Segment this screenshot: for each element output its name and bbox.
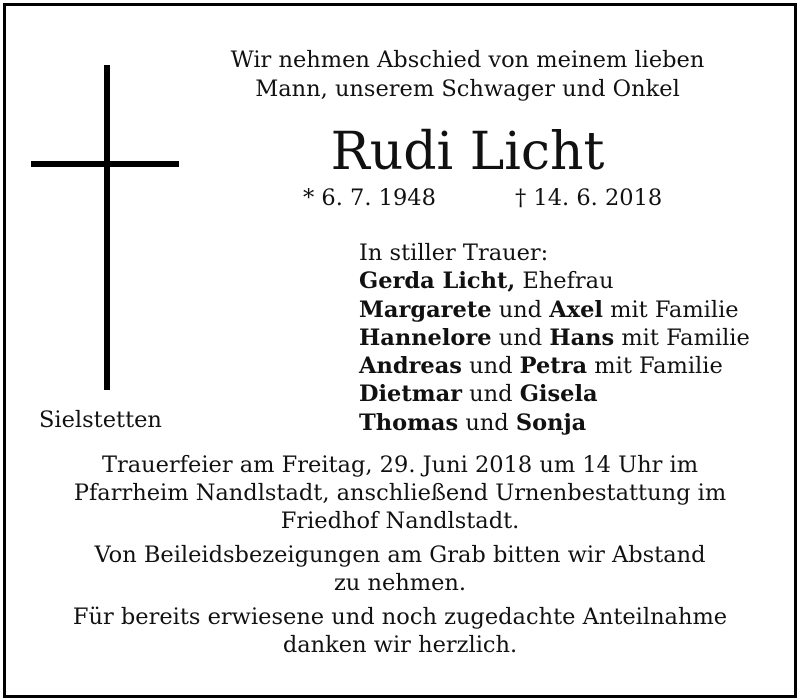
mourner-name: Hannelore xyxy=(359,324,492,351)
mourner-conjunction: und xyxy=(465,409,509,436)
thanks-line: Für bereits erwiesene und noch zugedachte Anteilnahme xyxy=(72,604,728,630)
intro-text xyxy=(6,46,794,104)
mourner-relation: mit Familie xyxy=(621,324,750,351)
mourner-name: Hans xyxy=(549,324,615,351)
condolence-paragraph xyxy=(6,541,794,597)
thanks-paragraph xyxy=(6,603,794,659)
place-name: Sielstetten xyxy=(39,407,162,433)
mourner-name: Andreas xyxy=(359,353,462,380)
mourner-conjunction: und xyxy=(469,353,513,380)
footer-text xyxy=(6,451,794,665)
deceased-name: Rudi Licht xyxy=(330,122,605,182)
mourner-row xyxy=(359,324,750,352)
mourners-list xyxy=(359,239,750,437)
mourner-name: Gerda Licht, xyxy=(359,268,516,295)
obituary-frame xyxy=(3,3,797,698)
intro-line: Wir nehmen Abschied von meinem lieben xyxy=(230,47,705,73)
mourner-relation: mit Familie xyxy=(594,353,723,380)
condolence-line: zu nehmen. xyxy=(333,570,467,596)
mourner-row xyxy=(359,352,750,380)
cross-icon xyxy=(104,65,110,390)
mourner-relation: Ehefrau xyxy=(522,268,614,295)
mourner-name: Gisela xyxy=(519,381,598,408)
ceremony-line: Friedhof Nandlstadt. xyxy=(280,508,520,534)
mourner-conjunction: und xyxy=(469,381,513,408)
birth-date: * 6. 7. 1948 xyxy=(303,185,436,211)
mourner-row xyxy=(359,409,750,437)
cross-icon-bar xyxy=(31,161,179,167)
condolence-line: Von Beileidsbezeigungen am Grab bitten wir Abstand xyxy=(94,542,706,568)
ceremony-line: Trauerfeier am Freitag, 29. Juni 2018 um 14 Uhr im xyxy=(101,452,699,478)
mourner-name: Dietmar xyxy=(359,381,463,408)
mourner-name: Margarete xyxy=(359,296,492,323)
intro-line: Mann, unserem Schwager und Onkel xyxy=(255,76,680,102)
mourner-relation: mit Familie xyxy=(610,296,739,323)
mourner-name: Thomas xyxy=(359,409,459,436)
ceremony-paragraph xyxy=(6,451,794,535)
mourner-row xyxy=(359,296,750,324)
mourner-name: Axel xyxy=(549,296,603,323)
ceremony-line: Pfarrheim Nandlstadt, anschließend Urnenbestattung im xyxy=(73,480,727,506)
thanks-line: danken wir herzlich. xyxy=(282,632,518,658)
mourners-heading: In stiller Trauer: xyxy=(359,240,549,266)
death-date: † 14. 6. 2018 xyxy=(515,185,663,211)
mourner-conjunction: und xyxy=(498,324,543,351)
mourner-conjunction: und xyxy=(498,296,543,323)
mourner-name: Sonja xyxy=(515,409,587,436)
mourner-row xyxy=(359,267,750,295)
mourner-row xyxy=(359,380,750,408)
mourner-name: Petra xyxy=(519,353,588,380)
